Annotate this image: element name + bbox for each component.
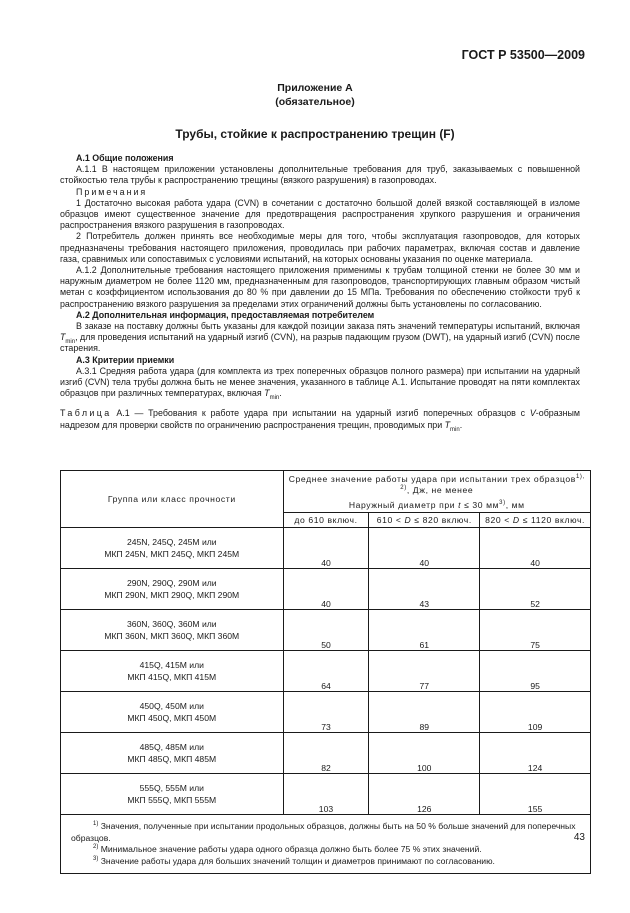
header-diameter: Наружный диаметр при t ≤ 30 $мм^{3)}$, мм [283,498,590,513]
value-cell: 40 [283,528,369,569]
value-cell: 77 [369,651,480,692]
paragraph-a1-1: А.1.1 В настоящем приложении установлены дополнительные требования для труб, заказываемых с повышенной стойкостью тела трубы к распространению трещины (вязкого разрушения) в газопроводах. [60,164,580,186]
value-cell: 155 [480,774,591,815]
document-body [60,153,580,431]
table-caption: Таблица А.1 — Требования к работе удара при испытании на ударный изгиб поперечных образцов с V-образным надрезом для проверки свойств по ограничению распространения трещин, проводимых при $T_{min}$. [60,408,580,433]
table-footnotes [61,815,591,874]
paragraph-a1-2: А.1.2 Дополнительные требования настоящего приложения применимы к трубам толщиной стенки не более 30 мм и наружным диаметром не более 1120 мм, предназначенным для газопроводов, транспортирующих главным образом чистый метан с коэффициентом использования до 80 % при давлении до 15 МПа. Требования по обеспечению стойкости труб к распространению вязкого разрушения за пределами этих ограничений должны быть установлены по согласованию. [60,265,580,309]
value-cell: 40 [369,528,480,569]
header-col-820: 610 < D ≤ 820 включ. [369,513,480,528]
value-cell: 89 [369,692,480,733]
impact-requirements-table [60,470,591,874]
annex-title: Приложение А [277,82,353,94]
strength-group-cell: 450Q, 450M или МКП 450Q, МКП 450M [61,692,284,733]
strength-group-cell: 245N, 245Q, 245M или МКП 245N, МКП 245Q, МКП 245M [61,528,284,569]
standard-code: ГОСТ Р 53500—2009 [461,48,585,62]
value-cell: 52 [480,569,591,610]
value-cell: 109 [480,692,591,733]
paragraph-a2: В заказе на поставку должны быть указаны для каждой позиции заказа пять значений температуры испытаний, включая $T_{min}$, для проведения испытаний на ударный изгиб (CVN), на разрыв падающим грузом (DWT), на ударный изгиб (CVN) после старения. [60,321,580,354]
header-col-1120: 820 < D ≤ 1120 включ. [480,513,591,528]
paragraph-a3-1: А.3.1 Средняя работа удара (для комплекта из трех поперечных образцов полного размера) при испытании на ударный изгиб (CVN) тела трубы должна быть не менее значения, указанного в таблице А.1. Испытание проводят на пяти комплектах образцов при различных температурах, включая $T_{min}$. [60,365,580,402]
value-cell: 61 [369,610,480,651]
value-cell: 64 [283,651,369,692]
footnote-1: $^{1)}$ Значения, полученные при испытании продольных образцов, должны быть на 50 % больше значений для поперечных образцов. [71,821,576,843]
heading-a2: А.2 Дополнительная информация, предоставляемая потребителем [76,309,375,320]
table-row [61,692,591,733]
table-row [61,528,591,569]
header-col-610: до 610 включ. [283,513,369,528]
table-footnotes-row [61,815,591,874]
header-strength-group: Группа или класс прочности [61,471,284,528]
page-number: 43 [573,832,585,843]
value-cell: 75 [480,610,591,651]
table-row [61,774,591,815]
heading-a3: А.3 Критерии приемки [76,354,175,365]
value-cell: 124 [480,733,591,774]
annex-heading [0,81,630,109]
notes-heading: Примечания [76,186,148,197]
table-row [61,733,591,774]
footnote-2: $^{2)}$ Минимальное значение работы удара одного образца должно быть более 75 % этих значений. [93,844,482,855]
value-cell: 40 [480,528,591,569]
header-impact-energy: Среднее значение работы удара при испытании трех образцов$^{1), 2)}$, Дж, не менее [283,471,590,499]
note-2: 2 Потребитель должен принять все необходимые меры для того, чтобы эксплуатация газопроводов, для которых предназначены требования настоящего приложения, проводилась при рабочих параметрах, включая состав и давление газа, сравнимых или сопоставимых с условиями испытаний, на которых основаны указания по оценке материала. [60,231,580,264]
strength-group-cell: 415Q, 415M или МКП 415Q, МКП 415M [61,651,284,692]
section-title: Трубы, стойкие к распространению трещин (F) [175,127,455,141]
heading-a1: А.1 Общие положения [76,153,174,163]
value-cell: 95 [480,651,591,692]
table-row [61,569,591,610]
table-header-row [61,471,591,499]
note-1: 1 Достаточно высокая работа удара (CVN) в сочетании с достаточно большой долей вязкой составляющей в изломе образцов имеют существенное значение для предотвращения распространения хрупкого разрушения и ограничения распространения вязкого разрушения в газопроводах. [60,197,580,231]
value-cell: 126 [369,774,480,815]
strength-group-cell: 290N, 290Q, 290M или МКП 290N, МКП 290Q, МКП 290M [61,569,284,610]
strength-group-cell: 360N, 360Q, 360M или МКП 360N, МКП 360Q, МКП 360M [61,610,284,651]
value-cell: 50 [283,610,369,651]
value-cell: 73 [283,692,369,733]
table-row [61,651,591,692]
strength-group-cell: 555Q, 555M или МКП 555Q, МКП 555M [61,774,284,815]
strength-group-cell: 485Q, 485M или МКП 485Q, МКП 485M [61,733,284,774]
value-cell: 40 [283,569,369,610]
annex-status: (обязательное) [275,96,355,108]
value-cell: 103 [283,774,369,815]
value-cell: 100 [369,733,480,774]
value-cell: 43 [369,569,480,610]
footnote-3: $^{3)}$ Значение работы удара для больших значений толщин и диаметров принимают по согласованию. [93,855,495,866]
table-row [61,610,591,651]
value-cell: 82 [283,733,369,774]
